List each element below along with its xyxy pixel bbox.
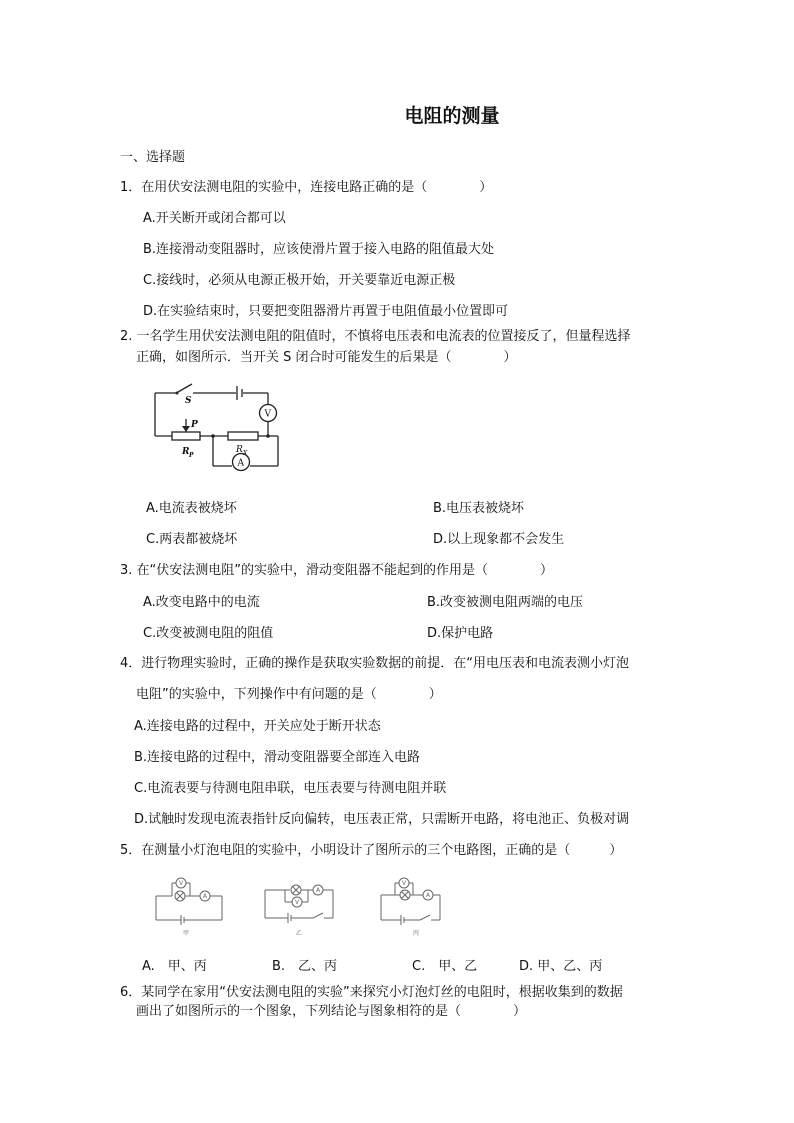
caption-jia: 甲 <box>183 930 190 937</box>
q5-option-d: D. 甲、乙、丙 <box>519 959 603 974</box>
resistor-label: R <box>236 445 243 455</box>
q4-option-d: D.试触时发现电流表指针反向偏转，电压表正常，只需断开电路，将电池正、负极对调 <box>134 812 630 827</box>
q1-option-b: B.连接滑动变阻器时，应该使滑片置于接入电路的阻值最大处 <box>143 242 495 257</box>
q2-option-b: B.电压表被烧坏 <box>433 501 525 516</box>
q2-stem-line2: 正确，如图所示．当开关 S 闭合时可能发生的后果是（ ） <box>136 350 517 365</box>
ammeter-label: A <box>237 458 244 469</box>
ammeter-label: A <box>316 887 321 894</box>
q3-option-b: B.改变被测电阻两端的电压 <box>427 595 584 610</box>
switch-label: S <box>185 396 192 406</box>
ammeter-label: A <box>203 893 208 900</box>
q1-option-c: C.接线时，必须从电源正极开始，开关要靠近电源正极 <box>143 273 456 288</box>
q6-stem-line2: 画出了如图所示的一个图象，下列结论与图象相符的是（ ） <box>136 1004 527 1019</box>
rheostat-label: R <box>182 447 190 457</box>
q4-option-c: C.电流表要与待测电阻串联，电压表要与待测电阻并联 <box>134 781 447 796</box>
section-heading: 一、选择题 <box>120 150 186 165</box>
circuit-jia <box>156 878 222 937</box>
voltmeter-label: V <box>295 899 300 906</box>
voltmeter-label: V <box>264 409 271 420</box>
circuit-bing <box>381 878 440 937</box>
q5-option-b: B. 乙、丙 <box>272 959 338 974</box>
ammeter-label: A <box>426 892 431 899</box>
q6-stem-line1: 6．某同学在家用“伏安法测电阻的实验”来探究小灯泡灯丝的电阻时，根据收集到的数据 <box>120 985 623 1000</box>
q4-stem-line2: 电阻”的实验中，下列操作中有问题的是（ ） <box>136 687 442 702</box>
page-title: 电阻的测量 <box>404 105 500 127</box>
q1-option-d: D.在实验结束时，只要把变阻器滑片再置于电阻值最小位置即可 <box>143 304 509 319</box>
q5-option-a: A. 甲、丙 <box>142 959 207 974</box>
circuit-yi <box>265 885 333 937</box>
q2-stem-line1: 2. 一名学生用伏安法测电阻的阻值时，不慎将电压表和电流表的位置接反了，但量程选择 <box>120 329 631 344</box>
q2-option-c: C.两表都被烧坏 <box>146 532 238 547</box>
voltmeter-label: V <box>179 880 184 887</box>
q2-option-a: A.电流表被烧坏 <box>146 501 237 516</box>
q1-stem: 1．在用伏安法测电阻的实验中，连接电路正确的是（ ） <box>120 180 493 195</box>
resistor-subscript: X <box>243 450 248 457</box>
slider-label: P <box>191 420 198 430</box>
q5-stem: 5．在测量小灯泡电阻的实验中，小明设计了图所示的三个电路图，正确的是（ ） <box>120 843 623 858</box>
q2-option-d: D.以上现象都不会发生 <box>433 532 565 547</box>
q5-option-c: C. 甲、乙 <box>412 959 478 974</box>
q4-stem-line1: 4．进行物理实验时，正确的操作是获取实验数据的前提．在“用电压表和电流表测小灯泡 <box>120 656 630 671</box>
voltmeter-label: V <box>402 880 407 887</box>
q4-option-a: A.连接电路的过程中，开关应处于断开状态 <box>134 719 381 734</box>
q3-option-a: A.改变电路中的电流 <box>143 595 260 610</box>
rheostat-subscript: P <box>189 452 194 459</box>
q3-option-c: C.改变被测电阻的阻值 <box>143 626 274 641</box>
caption-yi: 乙 <box>296 930 303 937</box>
caption-bing: 丙 <box>413 930 420 937</box>
q3-stem: 3. 在“伏安法测电阻”的实验中，滑动变阻器不能起到的作用是（ ） <box>120 563 554 578</box>
q1-option-a: A.开关断开或闭合都可以 <box>143 211 286 226</box>
q3-option-d: D.保护电路 <box>427 626 494 641</box>
q4-option-b: B.连接电路的过程中，滑动变阻器要全部连入电路 <box>134 750 421 765</box>
